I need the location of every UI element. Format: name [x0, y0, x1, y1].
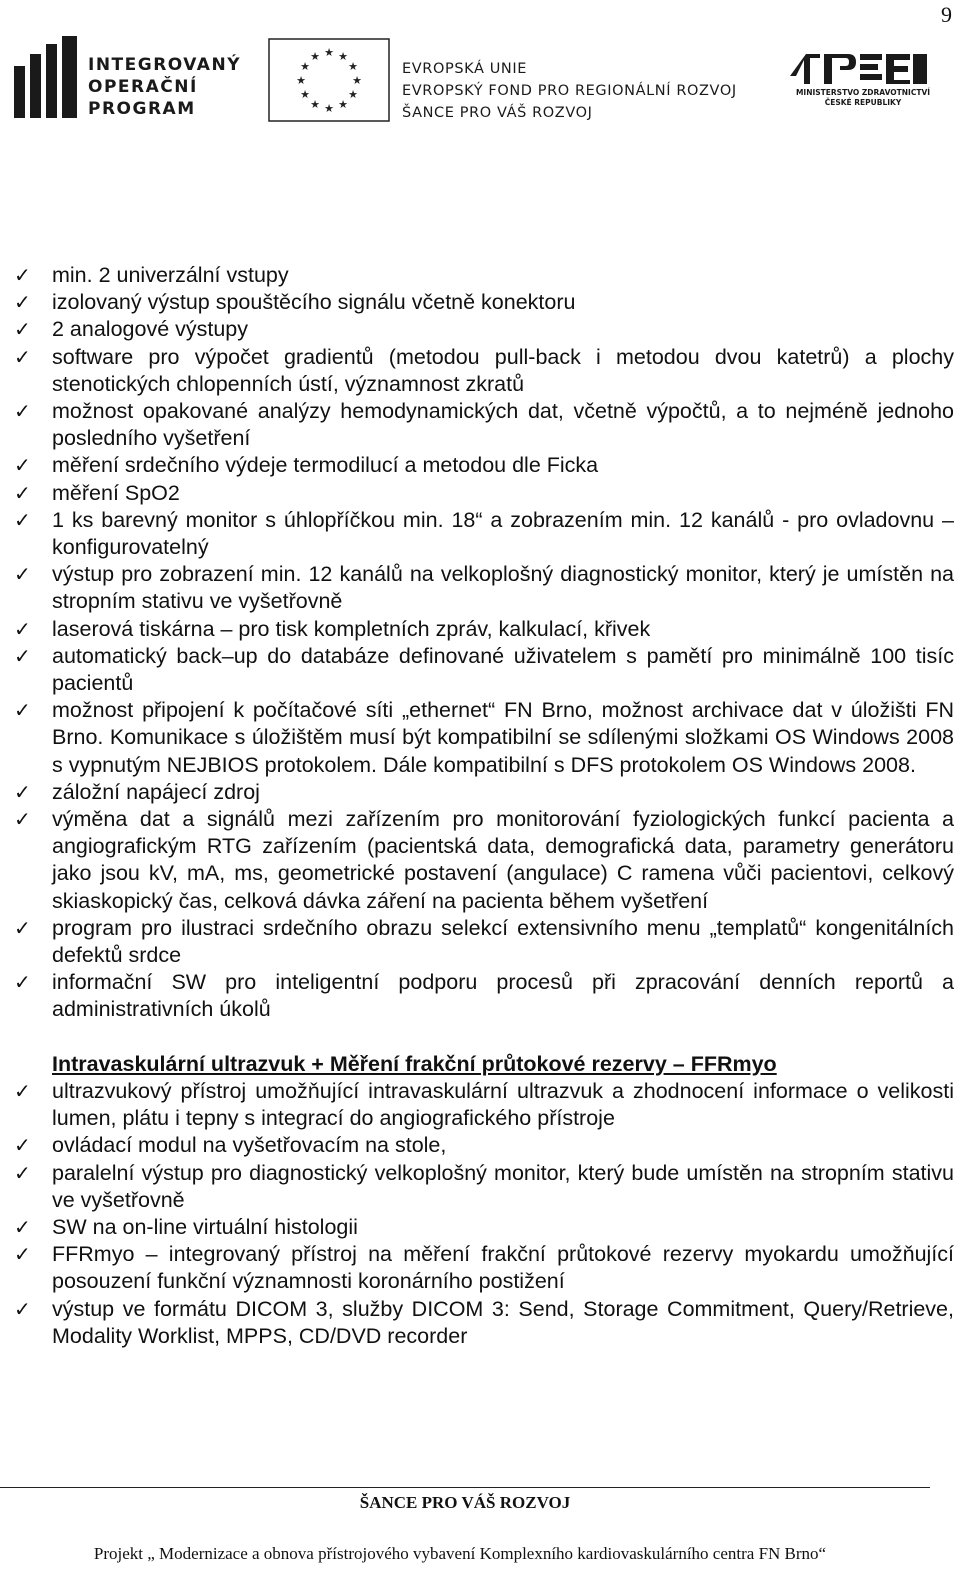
svg-text:★: ★	[338, 50, 348, 63]
list-item	[14, 1078, 954, 1132]
svg-text:★: ★	[300, 88, 310, 101]
ministry-line-2: ČESKÉ REPUBLIKY	[824, 98, 902, 107]
eu-line-1: EVROPSKÁ UNIE	[402, 61, 527, 77]
ministry-emblem-icon	[786, 48, 936, 86]
list-item-text: výstup ve formátu DICOM 3, služby DICOM 3: Send, Storage Commitment, Query/Retrieve, Modality Worklist, MPPS, CD/DVD recorder	[52, 1296, 954, 1348]
list-item-text: informační SW pro inteligentní podporu procesů při zpracování denních reportů a administrativních úkolů	[52, 970, 954, 1022]
list-item-text: možnost připojení k počítačové síti „ethernet“ FN Brno, možnost archivace dat v úložišti FN Brno. Komunikace s úložištěm musí být kompatibilní se sdílenými složkami OS Windows 2008 s vypnutým NEJBIOS protokolem. Dále kompatibilní s DFS protokolem OS Windows 2008.	[52, 698, 954, 777]
checkmark-icon: ✓	[14, 1160, 31, 1185]
footer-slogan: ŠANCE PRO VÁŠ ROZVOJ	[359, 1493, 571, 1512]
iop-line-2: OPERAČNÍ	[88, 77, 198, 97]
section-heading-ivus-ffr: Intravaskulární ultrazvuk + Měření frakční průtokové rezervy – FFRmyo	[52, 1051, 777, 1076]
list-item	[14, 262, 954, 289]
checkmark-icon: ✓	[14, 1242, 31, 1267]
ivus-requirements-list	[14, 1078, 954, 1350]
page-number: 9	[941, 2, 952, 27]
list-item	[14, 480, 954, 507]
iop-logo-text	[88, 54, 241, 120]
ministry-logo	[786, 48, 936, 120]
list-item-text: izolovaný výstup spouštěcího signálu včetně konektoru	[52, 290, 576, 315]
svg-text:★: ★	[352, 74, 362, 87]
svg-text:★: ★	[300, 60, 310, 73]
footer-project-title: Projekt „ Modernizace a obnova přístrojového vybavení Komplexního kardiovaskulárního centra FN Brno“	[93, 1544, 827, 1563]
checkmark-icon: ✓	[14, 562, 31, 587]
eu-logo	[268, 38, 768, 122]
list-item	[14, 289, 954, 316]
svg-text:★: ★	[310, 50, 320, 63]
list-item-text: FFRmyo – integrovaný přístroj na měření frakční průtokové rezervy myokardu umožňující posouzení funkční významnosti koronárního postižení	[52, 1242, 954, 1294]
checkmark-icon: ✓	[14, 616, 31, 641]
list-item	[14, 806, 954, 915]
checkmark-icon: ✓	[14, 915, 31, 940]
list-item	[14, 643, 954, 697]
checkmark-icon: ✓	[14, 1133, 31, 1158]
list-item-text: 2 analogové výstupy	[52, 317, 249, 342]
checkmark-icon: ✓	[14, 480, 31, 505]
requirements-list	[14, 262, 954, 1024]
checkmark-icon: ✓	[14, 643, 31, 668]
list-item	[14, 344, 954, 398]
iop-logo	[14, 36, 244, 122]
list-item-text: možnost opakované analýzy hemodynamických dat, včetně výpočtů, a to nejméně jednoho posledního vyšetření	[52, 399, 954, 451]
list-item-text: software pro výpočet gradientů (metodou pull-back i metodou dvou katetrů) a plochy stenotických chlopenních ústí, významnost zkratů	[52, 344, 954, 396]
svg-text:★: ★	[324, 46, 334, 59]
svg-text:★: ★	[296, 74, 306, 87]
document-body	[14, 262, 954, 1350]
svg-text:★: ★	[348, 60, 358, 73]
checkmark-icon: ✓	[14, 507, 31, 532]
checkmark-icon: ✓	[14, 807, 31, 832]
checkmark-icon: ✓	[14, 317, 31, 342]
iop-bars-icon	[14, 36, 84, 122]
footer-divider	[0, 1487, 930, 1488]
checkmark-icon: ✓	[14, 263, 31, 287]
list-item	[14, 398, 954, 452]
list-item-text: měření srdečního výdeje termodilucí a metodou dle Ficka	[52, 453, 599, 478]
checkmark-icon: ✓	[14, 698, 31, 723]
list-item-text: ovládací modul na vyšetřovacím na stole,	[52, 1133, 447, 1158]
list-item-text: měření SpO2	[52, 480, 180, 505]
list-item	[14, 316, 954, 343]
checkmark-icon: ✓	[14, 779, 31, 804]
list-item	[14, 616, 954, 643]
checkmark-icon: ✓	[14, 1078, 31, 1103]
list-item-text: ultrazvukový přístroj umožňující intravaskulární ultrazvuk a zhodnocení informace o velikosti lumen, plátu i tepny s integrací do angiografického přístroje	[52, 1078, 954, 1131]
list-item	[14, 561, 954, 615]
list-item-text: SW na on-line virtuální histologii	[52, 1214, 358, 1239]
ministry-line-1: MINISTERSTVO ZDRAVOTNICTVÍ	[795, 88, 931, 97]
list-item	[14, 915, 954, 969]
list-item-text: paralelní výstup pro diagnostický velkoplošný monitor, který bude umístěn na stropním stativu ve vyšetřovně	[52, 1160, 954, 1212]
checkmark-icon: ✓	[14, 290, 31, 315]
eu-line-3: ŠANCE PRO VÁŠ ROZVOJ	[402, 105, 593, 121]
list-item	[14, 507, 954, 561]
checkmark-icon: ✓	[14, 453, 31, 478]
list-item-text: laserová tiskárna – pro tisk kompletních zpráv, kalkulací, křivek	[52, 616, 651, 641]
list-item	[14, 452, 954, 479]
iop-line-3: PROGRAM	[88, 99, 196, 119]
list-item-text: program pro ilustraci srdečního obrazu selekcí extensivního menu „templatů“ kongenitálních defektů srdce	[52, 915, 954, 968]
svg-text:★: ★	[348, 88, 358, 101]
iop-line-1: INTEGROVANÝ	[88, 55, 241, 75]
list-item-text: výstup pro zobrazení min. 12 kanálů na velkoplošný diagnostický monitor, který je umístěn na stropním stativu ve vyšetřovně	[52, 562, 954, 614]
header-logos	[14, 36, 930, 126]
checkmark-icon: ✓	[14, 1296, 31, 1321]
list-item	[14, 697, 954, 779]
checkmark-icon: ✓	[14, 970, 31, 995]
eu-logo-text	[402, 58, 737, 124]
list-item-text: min. 2 univerzální vstupy	[52, 263, 289, 287]
list-item	[14, 1296, 954, 1350]
list-item	[14, 969, 954, 1023]
checkmark-icon: ✓	[14, 399, 31, 424]
list-item-text: výměna dat a signálů mezi zařízením pro monitorování fyziologických funkcí pacienta a angiografickým RTG zařízením (pacientská data, demografická data, parametry generátoru jako jsou kV, mA, ms, geometrické postavení (angulace) C ramena vůči pacientovi, celkový skiaskopický čas, celková dávka záření na pacienta během vyšetření	[52, 807, 954, 913]
list-item	[14, 1214, 954, 1241]
svg-text:★: ★	[310, 98, 320, 111]
ministry-logo-text	[788, 88, 938, 108]
list-item-text: 1 ks barevný monitor s úhlopříčkou min. 18“ a zobrazením min. 12 kanálů - pro ovladovnu – konfigurovatelný	[52, 507, 954, 560]
svg-text:★: ★	[324, 102, 334, 115]
list-item	[14, 1241, 954, 1295]
checkmark-icon: ✓	[14, 344, 31, 369]
list-item	[14, 1160, 954, 1214]
list-item	[14, 1132, 954, 1159]
list-item-text: záložní napájecí zdroj	[52, 779, 260, 804]
checkmark-icon: ✓	[14, 1214, 31, 1239]
list-item-text: automatický back–up do databáze definované uživatelem s pamětí pro minimálně 100 tisíc pacientů	[52, 643, 954, 696]
eu-line-2: EVROPSKÝ FOND PRO REGIONÁLNÍ ROZVOJ	[402, 83, 737, 99]
list-item	[14, 779, 954, 806]
svg-text:★: ★	[338, 98, 348, 111]
eu-flag-icon	[268, 38, 390, 122]
